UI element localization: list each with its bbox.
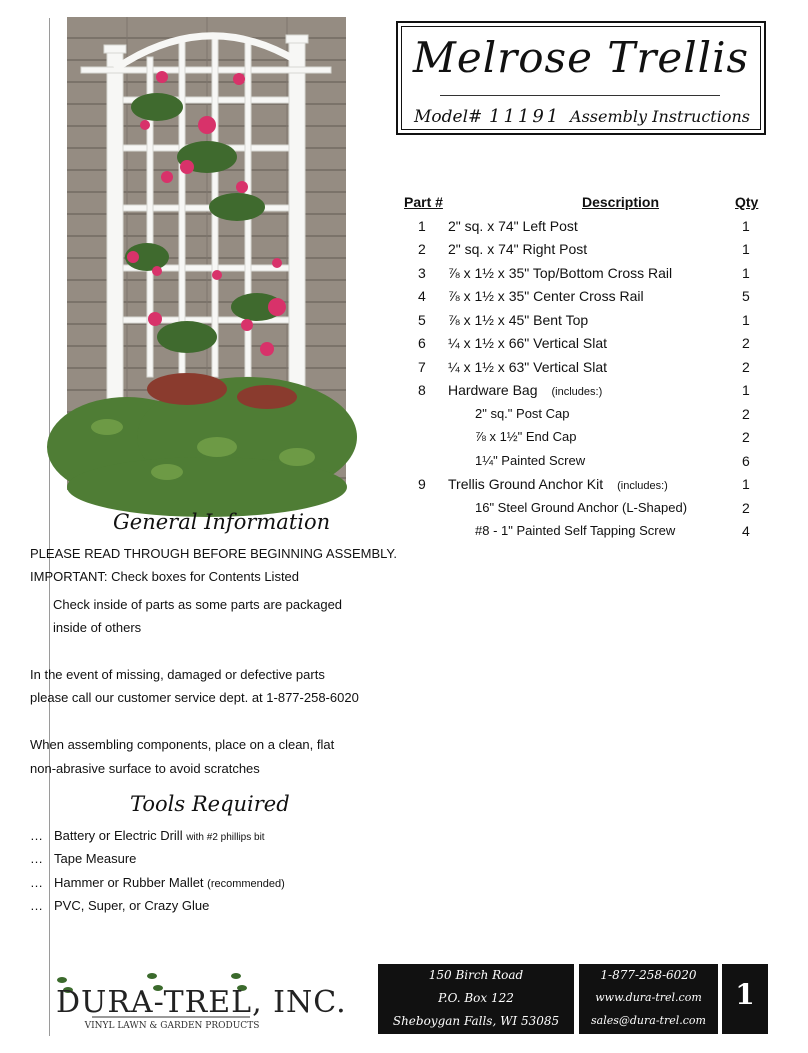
tools-required-heading: Tools Required: [130, 792, 290, 816]
trellis-photo: [67, 17, 346, 490]
address-line: Sheboygan Falls, WI 53085: [392, 1014, 560, 1028]
tool-note: (recommended): [207, 878, 285, 890]
parts-row: [404, 335, 764, 357]
part-qty: 1: [742, 265, 750, 281]
parts-subrow: [404, 429, 764, 451]
email-link[interactable]: sales@dura-trel.com: [591, 1014, 706, 1027]
part-note: (includes:): [551, 386, 603, 398]
parts-row: [404, 382, 764, 404]
part-qty: 5: [742, 288, 750, 304]
general-text-line: PLEASE READ THROUGH BEFORE BEGINNING ASSEMBLY.: [30, 546, 397, 561]
part-note: (includes:): [617, 480, 668, 492]
part-qty: 1: [742, 312, 750, 328]
part-description: ⅞ x 1½ x 45" Bent Top: [448, 312, 589, 328]
general-information-heading: General Information: [113, 510, 331, 534]
page-number: 1: [735, 978, 755, 1011]
part-qty: 1: [742, 218, 750, 234]
part-number: 5: [418, 312, 426, 328]
bullet-icon: …: [30, 828, 43, 843]
part-description: Hardware Bag: [448, 382, 538, 398]
parts-subrow: [404, 406, 764, 428]
logo-tagline: VINYL LAWN & GARDEN PRODUCTS: [84, 1021, 260, 1031]
part-number: 3: [418, 265, 426, 281]
tool-note: with #2 phillips bit: [186, 832, 265, 843]
assembly-instructions-label: Assembly Instructions: [570, 107, 750, 126]
part-qty: 1: [742, 476, 750, 492]
parts-row: [404, 288, 764, 310]
tool-item: [30, 875, 285, 890]
part-description: #8 - 1" Painted Self Tapping Screw: [475, 523, 676, 538]
part-qty: 2: [742, 335, 750, 351]
part-description: ⅞ x 1½ x 35" Top/Bottom Cross Rail: [448, 265, 673, 281]
part-qty: 1: [742, 382, 750, 398]
dura-trel-logo: [54, 966, 347, 1032]
parts-row: [404, 476, 764, 498]
part-qty: 2: [742, 406, 750, 422]
document-title: Melrose Trellis: [412, 33, 750, 82]
bullet-icon: …: [30, 851, 43, 866]
column-header-qty: Qty: [735, 194, 759, 210]
tool-label: PVC, Super, or Crazy Glue: [54, 898, 210, 913]
part-description: 2" sq. x 74" Right Post: [448, 241, 588, 257]
part-number: 4: [418, 288, 426, 304]
general-text-line: IMPORTANT: Check boxes for Contents Listed: [30, 569, 300, 584]
part-description: ¼ x 1½ x 66" Vertical Slat: [448, 335, 608, 351]
website-link[interactable]: www.dura-trel.com: [595, 991, 702, 1004]
part-number: 2: [418, 241, 426, 257]
parts-row: [404, 241, 764, 263]
parts-subrow: [404, 500, 764, 522]
part-description: 2" sq." Post Cap: [475, 406, 570, 421]
title-box: [396, 21, 766, 135]
general-text-line: Check inside of parts as some parts are packaged: [53, 597, 343, 612]
general-text-line: In the event of missing, damaged or defective parts: [30, 667, 325, 682]
model-number: 11191: [489, 106, 562, 127]
part-qty: 4: [742, 523, 750, 539]
general-text-line: non-abrasive surface to avoid scratches: [30, 761, 260, 776]
address-line: P.O. Box 122: [438, 991, 514, 1005]
bullet-icon: …: [30, 875, 43, 890]
page-number-box: [722, 964, 768, 1034]
part-description: ⅞ x 1½" End Cap: [475, 429, 577, 444]
part-description: ¼ x 1½ x 63" Vertical Slat: [448, 359, 608, 375]
parts-subrow: [404, 523, 764, 545]
part-description: 16" Steel Ground Anchor (L-Shaped): [475, 500, 688, 515]
address-line: 150 Birch Road: [428, 968, 524, 982]
part-qty: 6: [742, 453, 750, 469]
tool-item: [30, 828, 265, 843]
column-header-description: Description: [582, 194, 660, 210]
part-number: 1: [418, 218, 426, 234]
part-description: ⅞ x 1½ x 35" Center Cross Rail: [448, 288, 644, 304]
part-number: 8: [418, 382, 426, 398]
part-qty: 2: [742, 429, 750, 445]
parts-row: [404, 218, 764, 240]
part-number: 7: [418, 359, 426, 375]
part-qty: 1: [742, 241, 750, 257]
parts-row: [404, 359, 764, 381]
model-label: Model#: [414, 107, 483, 127]
part-description: 1¼" Painted Screw: [475, 453, 586, 468]
tool-label: Tape Measure: [54, 851, 137, 866]
general-text-line: When assembling components, place on a clean, flat: [30, 737, 335, 752]
title-divider: [440, 95, 720, 96]
tool-item: [30, 898, 209, 913]
address-box: [378, 964, 574, 1034]
general-text-line: please call our customer service dept. at 1-877-258-6020: [30, 690, 359, 705]
part-description: 2" sq. x 74" Left Post: [448, 218, 578, 234]
part-number: 9: [418, 476, 426, 492]
contact-box: [579, 964, 718, 1034]
column-header-part: Part #: [404, 194, 443, 210]
general-text-line: inside of others: [53, 620, 142, 635]
bullet-icon: …: [30, 898, 43, 913]
parts-subrow: [404, 453, 764, 475]
part-qty: 2: [742, 359, 750, 375]
tool-label: Battery or Electric Drill: [54, 828, 183, 843]
tool-item: [30, 851, 136, 866]
logo-wordmark: DURA-TREL, INC.: [56, 985, 347, 1020]
phone-number: 1-877-258-6020: [600, 968, 697, 982]
part-qty: 2: [742, 500, 750, 516]
part-number: 6: [418, 335, 426, 351]
part-description: Trellis Ground Anchor Kit: [448, 476, 604, 492]
parts-row: [404, 312, 764, 334]
tool-label: Hammer or Rubber Mallet: [54, 875, 204, 890]
parts-row: [404, 265, 764, 287]
